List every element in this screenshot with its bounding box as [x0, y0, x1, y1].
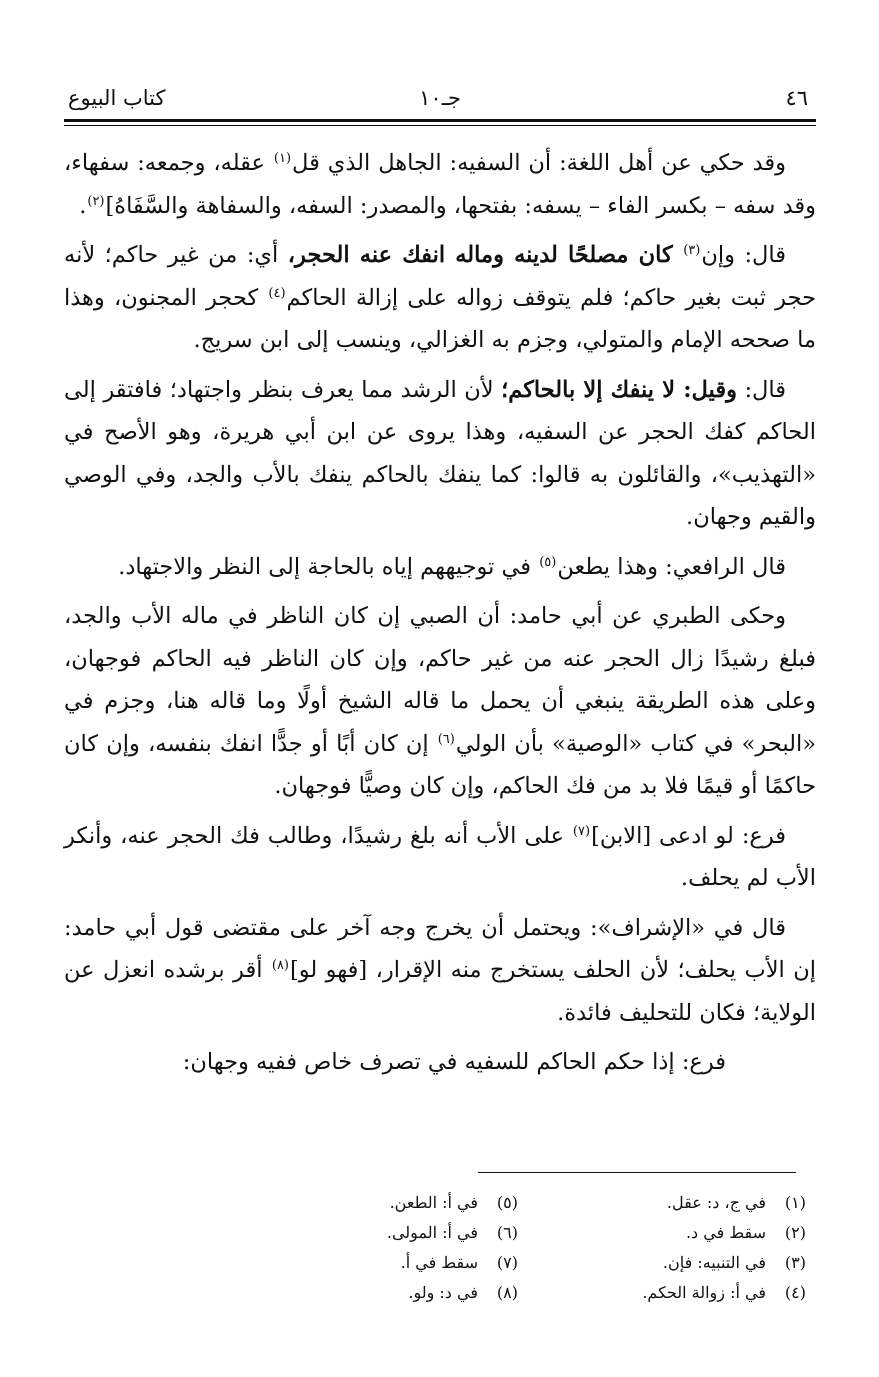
- footnote-text: في أ: زوالة الحكم.: [642, 1283, 766, 1302]
- footnote-number: (٣): [784, 1253, 806, 1272]
- footnote-item: [518, 1248, 806, 1278]
- footnote-item: [230, 1218, 518, 1248]
- footnote-text: سقط في د.: [685, 1223, 766, 1242]
- footnote-column-left: [230, 1188, 518, 1308]
- footnote-ref: (٧): [572, 823, 591, 839]
- header-rule: [64, 119, 816, 122]
- paragraph: فرع: لو ادعى [الابن]$^{(٧)}$ على الأب أنه بلغ رشيدًا، وطالب فك الحجر عنه، وأنكر الأب لم يحلف.: [64, 822, 816, 891]
- footnote-number: (٤): [784, 1283, 806, 1302]
- footnote-column-right: [518, 1188, 806, 1308]
- paragraph-text: أي: من غير حاكم؛ لأنه حجر ثبت بغير حاكم؛ فلم يتوقف زواله على إزالة الحاكم$^{(٤)}$ كحجر المجنون، وهذا ما صححه الإمام والمتولي، وجزم به الغزالي، وينسب إلى ابن سريج.: [64, 242, 817, 353]
- paragraph-text: قال: وإن$^{(٣)}$: [683, 242, 786, 268]
- page-number: ٤٦: [785, 86, 808, 110]
- footnote-number: (٧): [496, 1253, 518, 1272]
- footnote-number: (٨): [496, 1283, 518, 1302]
- footnote-text: في د: ولو.: [408, 1283, 478, 1302]
- matn-bold-text: وقيل: لا ينفك إلا بالحاكم؛: [501, 376, 737, 403]
- footnote-text: في التنبيه: فإن.: [662, 1253, 766, 1272]
- matn-bold-text: كان مصلحًا لدينه وماله انفك عنه الحجر،: [287, 242, 673, 268]
- paragraph: وحكى الطبري عن أبي حامد: أن الصبي إن كان الناظر في ماله الأب والجد، فبلغ رشيدًا زال الحجر عنه من غير حاكم، وإن كان الناظر فيه الحاكم فوجهان، وعلى هذه الطريقة ينبغي أن يحمل ما قاله الشيخ أولًا وما قاله هنا، وجزم في «البحر» في كتاب «الوصية» بأن الولي$^{(٦)}$ إن كان أبًا أو جدًّا انفك بنفسه، وإن كان حاكمًا أو قيمًا فلا بد من فك الحاكم، وإن كان وصيًّا فوجهان.: [64, 603, 817, 799]
- footnote-ref: (٤): [268, 285, 286, 301]
- footnote-number: (٦): [496, 1223, 518, 1242]
- footnote-text: في أ: المولى.: [386, 1223, 478, 1242]
- footnote-text: في أ: الطعن.: [389, 1193, 478, 1212]
- footnote-number: (٥): [496, 1193, 518, 1212]
- paragraph: فرع: إذا حكم الحاكم للسفيه في تصرف خاص ففيه وجهان:: [182, 1049, 726, 1075]
- paragraph: وقد حكي عن أهل اللغة: أن السفيه: الجاهل الذي قل$^{(١)}$ عقله، وجمعه: سفهاء، وقد سفه – بكسر الفاء – يسفه: بفتحها، والمصدر: السفه، والسفاهة والسَّفَاهُ]$^{(٢)}$.: [64, 150, 816, 219]
- footnote-number: (٢): [784, 1223, 806, 1242]
- footnote-ref: (٨): [271, 958, 289, 973]
- footnote-text: في ج، د: عقل.: [666, 1193, 766, 1212]
- footnote-item: [230, 1188, 518, 1218]
- footnote-item: [518, 1188, 806, 1218]
- footnote-text: سقط في أ.: [400, 1253, 478, 1272]
- book-title: كتاب البيوع: [68, 86, 166, 110]
- paragraph-text: لأن الرشد مما يعرف بنظر واجتهاد؛ فافتقر إلى الحاكم كفك الحجر عن السفيه، وهذا يروى عن ابن أبي هريرة، وهو الأصح في «التهذيب»، والقائلون به قالوا: كما ينفك بالحاكم ينفك بالأب والجد، وفي الوصي والقيم وجهان.: [64, 376, 816, 530]
- footnote-ref: (٢): [87, 193, 105, 209]
- paragraph: [64, 234, 816, 362]
- footnote-item: [230, 1278, 518, 1308]
- footnote-ref: (٣): [683, 243, 701, 258]
- footnote-ref: (١): [273, 151, 292, 166]
- footnote-item: [518, 1218, 806, 1248]
- footnotes: [230, 1188, 806, 1308]
- footnote-item: [230, 1248, 518, 1278]
- page-body: [64, 142, 816, 1091]
- footnote-item: [518, 1278, 806, 1308]
- footnote-number: (١): [784, 1193, 806, 1212]
- paragraph-text: قال:: [736, 376, 786, 403]
- volume-label: جـ١٠: [419, 86, 461, 110]
- paragraph: [64, 369, 816, 539]
- paragraph: قال الرافعي: وهذا يطعن$^{(٥)}$ في توجيههم إياه بالحاجة إلى النظر والاجتهاد.: [118, 553, 786, 580]
- paragraph: قال في «الإشراف»: ويحتمل أن يخرج وجه آخر على مقتضى قول أبي حامد: إن الأب يحلف؛ لأن الحلف يستخرج منه الإقرار، [فهو لو]$^{(٨)}$ أقر برشده انعزل عن الولاية؛ فكان للتحليف فائدة.: [64, 914, 816, 1026]
- footnote-ref: (٥): [539, 554, 557, 570]
- page-header: [64, 78, 816, 122]
- footnote-ref: (٦): [437, 731, 455, 747]
- header-rule-thin: [64, 125, 816, 126]
- footnote-separator: [478, 1172, 796, 1173]
